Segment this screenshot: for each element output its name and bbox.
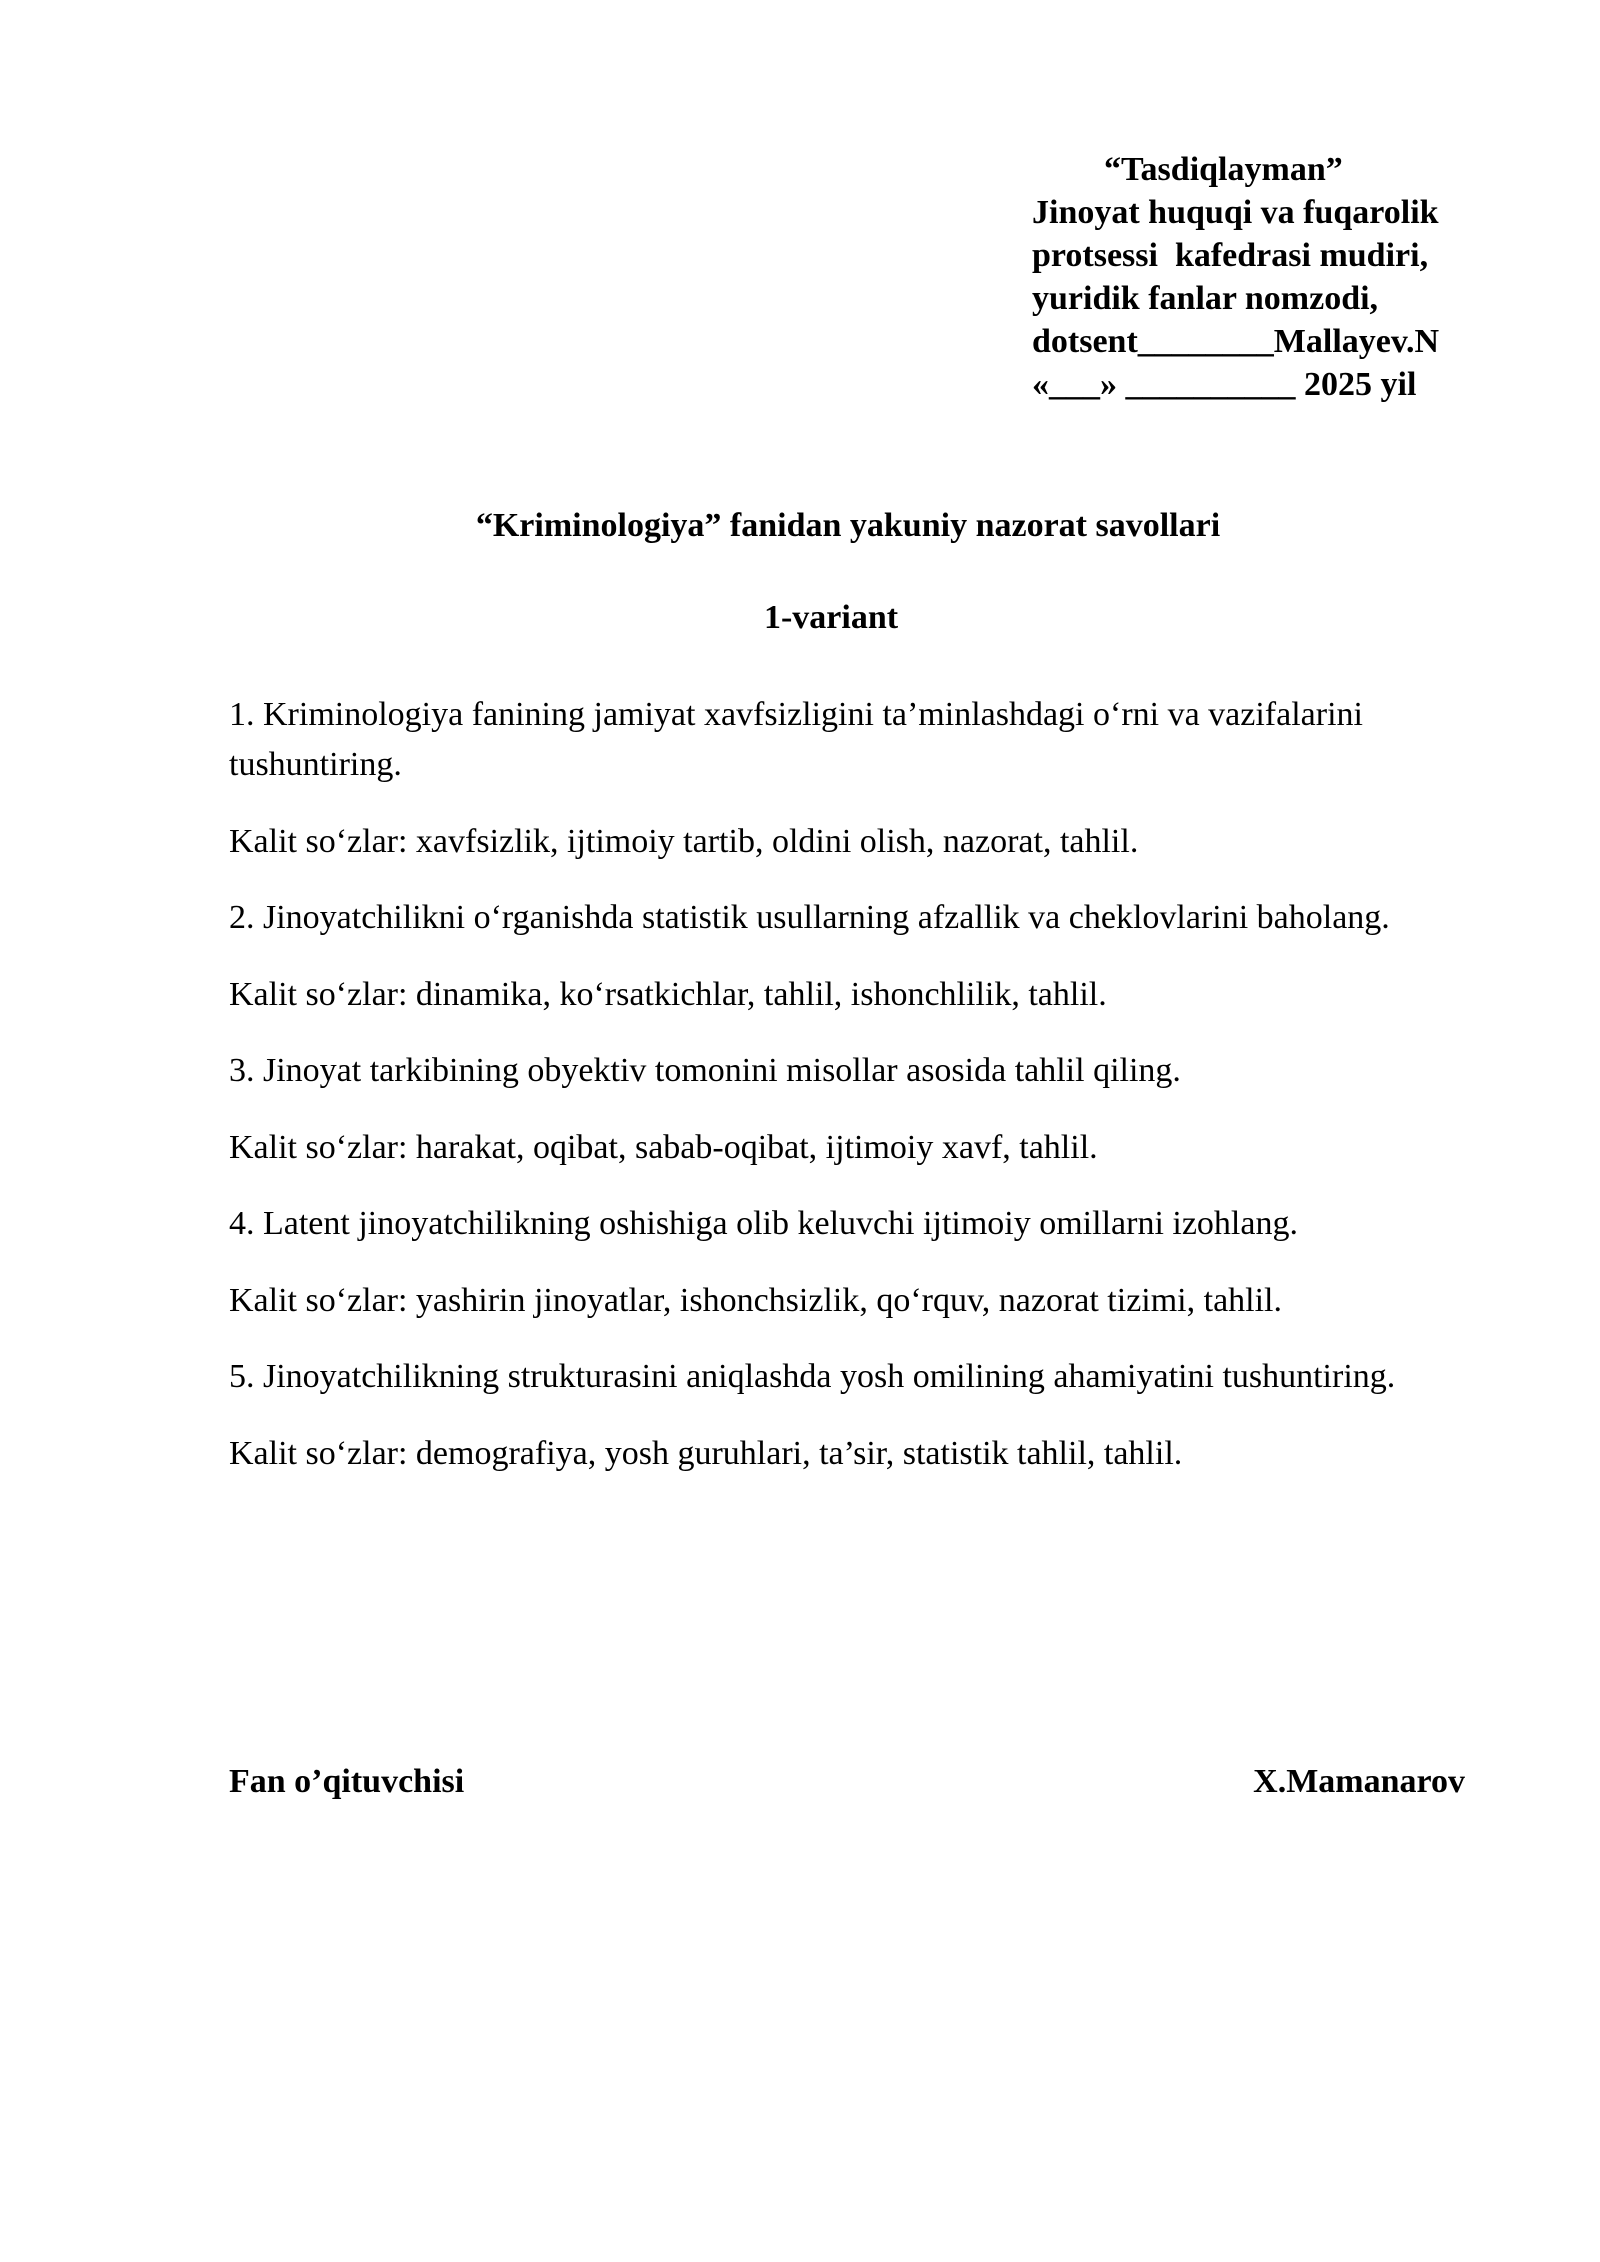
document-title: “Kriminologiya” fanidan yakuniy nazorat savollari — [475, 507, 1221, 544]
question-4-keywords: Kalit so‘zlar: yashirin jinoyatlar, ishonchsizlik, qo‘rquv, nazorat tizimi, tahlil. — [229, 1282, 1283, 1319]
question-4: 4. Latent jinoyatchilikning oshishiga olib keluvchi ijtimoiy omillarni izohlang. — [229, 1205, 1298, 1242]
approval-line-position: protsessi kafedrasi mudiri, — [1032, 237, 1429, 274]
question-5-keywords: Kalit so‘zlar: demografiya, yosh guruhlari, ta’sir, statistik tahlil, tahlil. — [229, 1435, 1183, 1472]
signature-name: X.Mamanarov — [1253, 1763, 1465, 1800]
question-2: 2. Jinoyatchilikni o‘rganishda statistik usullarning afzallik va cheklovlarini baholang. — [229, 899, 1390, 936]
question-5: 5. Jinoyatchilikning strukturasini aniqlashda yosh omilining ahamiyatini tushuntiring. — [229, 1358, 1396, 1395]
question-1-keywords: Kalit so‘zlar: xavfsizlik, ijtimoiy tartib, oldini olish, nazorat, tahlil. — [229, 823, 1139, 860]
approval-line-signatory: dotsent________Mallayev.N — [1032, 323, 1440, 360]
approval-line-degree: yuridik fanlar nomzodi, — [1032, 280, 1379, 317]
approval-heading: “Tasdiqlayman” — [1104, 151, 1343, 188]
approval-line-department: Jinoyat huquqi va fuqarolik — [1032, 194, 1439, 231]
question-1: 1. Kriminologiya fanining jamiyat xavfsizligini ta’minlashdagi o‘rni va vazifalarini tushuntiring. — [229, 696, 1363, 783]
question-3: 3. Jinoyat tarkibining obyektiv tomonini misollar asosida tahlil qiling. — [229, 1052, 1181, 1089]
approval-line-date: «___» __________ 2025 yil — [1032, 366, 1417, 403]
variant-label: 1-variant — [763, 599, 899, 636]
approval-block — [1032, 148, 1572, 406]
signature-role: Fan o’qituvchisi — [229, 1763, 465, 1800]
question-2-keywords: Kalit so‘zlar: dinamika, ko‘rsatkichlar, tahlil, ishonchlilik, tahlil. — [229, 976, 1107, 1013]
question-list — [229, 690, 1519, 1505]
question-3-keywords: Kalit so‘zlar: harakat, oqibat, sabab-oqibat, ijtimoiy xavf, tahlil. — [229, 1129, 1098, 1166]
